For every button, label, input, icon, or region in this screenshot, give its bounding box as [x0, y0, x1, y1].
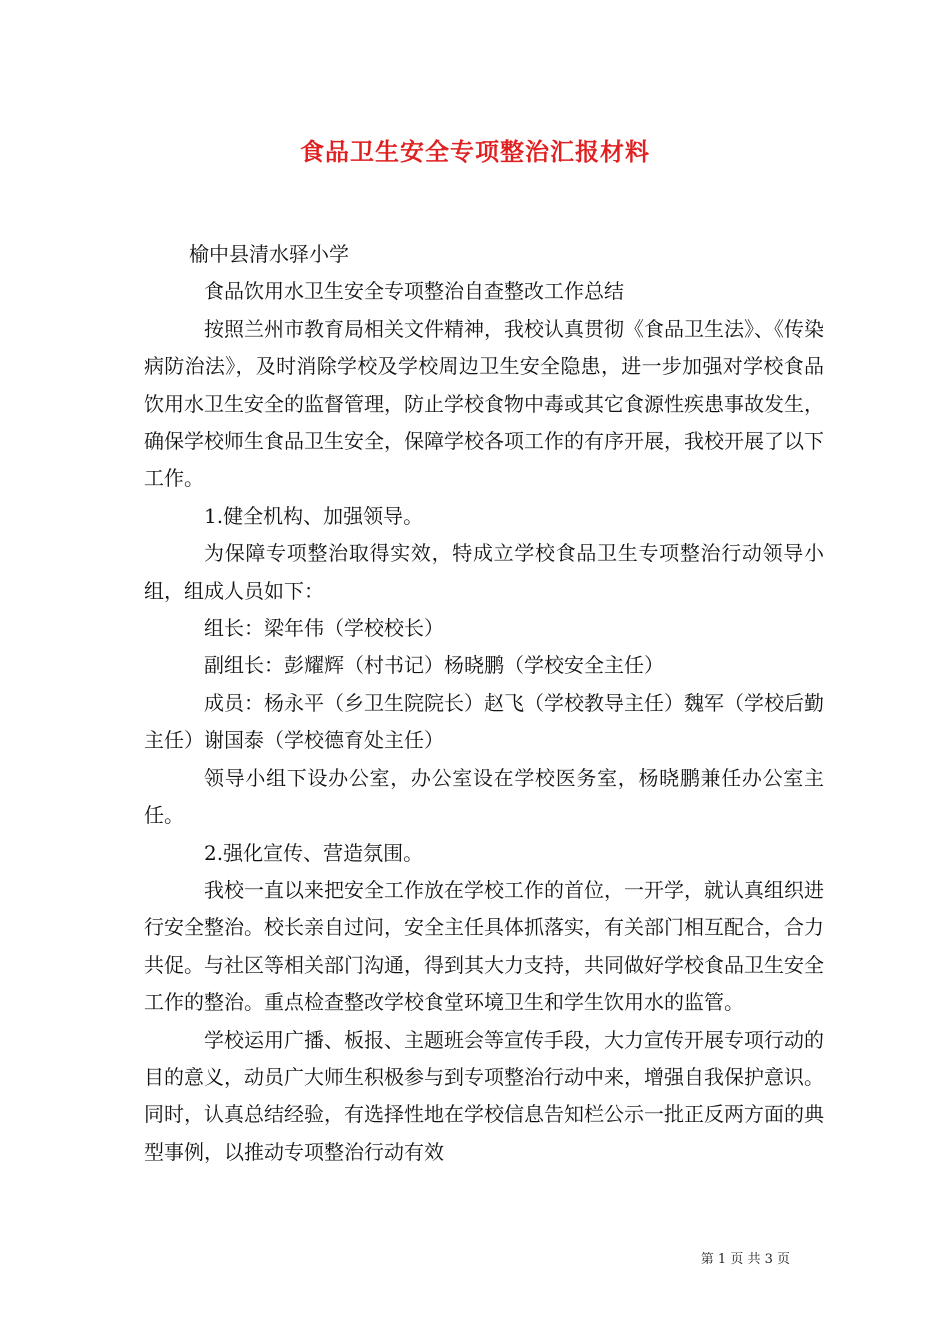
- paragraph: 成员：杨永平（乡卫生院院长）赵飞（学校教导主任）魏军（学校后勤主任）谢国泰（学校德育处主任）: [144, 690, 824, 753]
- paragraph: 领导小组下设办公室，办公室设在学校医务室，杨晓鹏兼任办公室主任。: [144, 765, 824, 828]
- paragraph: 按照兰州市教育局相关文件精神，我校认真贯彻《食品卫生法》、《传染病防治法》，及时消除学校及学校周边卫生安全隐患，进一步加强对学校食品饮用水卫生安全的监督管理，防止学校食物中毒或其它食源性疾患事故发生，确保学校师生食品卫生安全，保障学校各项工作的有序开展，我校开展了以下工作。: [144, 316, 824, 491]
- paragraph: 为保障专项整治取得实效，特成立学校食品卫生专项整治行动领导小组，组成人员如下：: [144, 541, 824, 603]
- report-subtitle: 食品饮用水卫生安全专项整治自查整改工作总结: [204, 279, 624, 304]
- page-number: 第 1 页 共 3 页: [700, 1252, 790, 1267]
- paragraph: 副组长：彭耀辉（村书记）杨晓鹏（学校安全主任）: [204, 653, 664, 678]
- paragraph: 学校运用广播、板报、主题班会等宣传手段，大力宣传开展专项行动的目的意义，动员广大师生积极参与到专项整治行动中来，增强自我保护意识。同时，认真总结经验，有选择性地在学校信息告知栏公示一批正反两方面的典型事例，以推动专项整治行动有效: [144, 1027, 824, 1164]
- document-body: [144, 236, 824, 1171]
- school-name: 榆中县清水驿小学: [189, 242, 349, 266]
- document-title: 食品卫生安全专项整治汇报材料: [300, 137, 650, 166]
- section-heading: 2.强化宣传、营造氛围。: [204, 840, 424, 865]
- paragraph: 组长：梁年伟（学校校长）: [204, 616, 444, 641]
- paragraph: 我校一直以来把安全工作放在学校工作的首位，一开学，就认真组织进行安全整治。校长亲自过问，安全主任具体抓落实，有关部门相互配合，合力共促。与社区等相关部门沟通，得到其大力支持，共同做好学校食品卫生安全工作的整治。重点检查整改学校食堂环境卫生和学生饮用水的监管。: [144, 877, 824, 1015]
- section-heading: 1.健全机构、加强领导。: [204, 503, 424, 528]
